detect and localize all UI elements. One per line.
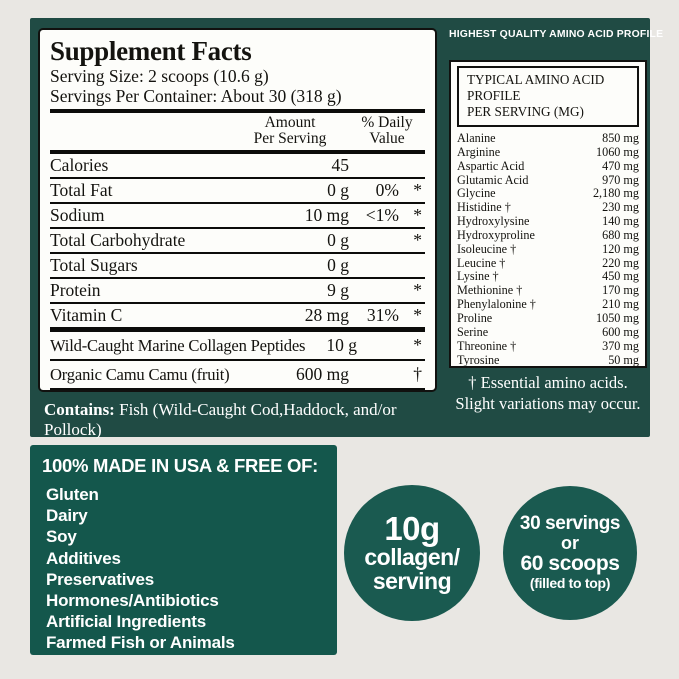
nutrient-dv-pct: 31% xyxy=(366,305,399,325)
amino-row xyxy=(457,298,639,312)
nutrient-name: Protein xyxy=(50,280,101,300)
supplement-facts-label xyxy=(38,28,437,392)
table-row-collagen xyxy=(50,327,425,359)
table-row xyxy=(50,252,425,277)
amino-value: 50 mg xyxy=(608,352,639,367)
amino-value: 120 mg xyxy=(602,241,639,256)
amino-row xyxy=(457,187,639,201)
badge-line: 30 servings xyxy=(519,513,621,534)
contains-text: Fish (Wild-Caught Cod,Haddock, and/or Pollock) xyxy=(44,400,397,439)
nutrient-dv-mark: † xyxy=(413,364,422,384)
amino-footer-line2: Slight variations may occur. xyxy=(455,394,641,413)
amino-name: Arginine xyxy=(457,144,501,159)
col-header-amount xyxy=(231,115,349,147)
top-panel xyxy=(30,18,664,439)
amino-value: 850 mg xyxy=(602,131,639,145)
nutrient-dv-mark: * xyxy=(413,180,422,200)
amino-value: 370 mg xyxy=(602,338,639,353)
amino-row xyxy=(457,257,639,271)
amino-value: 140 mg xyxy=(602,214,639,229)
nutrient-dv-mark: * xyxy=(413,305,422,325)
amino-value: 450 mg xyxy=(602,269,639,284)
col-header-daily-value xyxy=(349,115,425,147)
amino-name: Proline xyxy=(457,310,493,325)
amino-row xyxy=(457,243,639,257)
badge-line: 60 scoops xyxy=(520,552,620,575)
amino-footer-line1: † Essential amino acids. xyxy=(468,373,628,392)
nutrient-dv-pct: 0% xyxy=(375,180,399,200)
nutrient-name: Organic Camu Camu (fruit) xyxy=(50,365,230,384)
amino-row xyxy=(457,326,639,340)
amino-name: Threonine † xyxy=(457,338,517,353)
list-item: Preservatives xyxy=(46,569,154,589)
table-row xyxy=(50,227,425,252)
list-item: Artificial Ingredients xyxy=(46,612,206,632)
badge-line: collagen/ xyxy=(364,544,460,570)
table-row xyxy=(50,302,425,327)
amino-box-title-line2: PER SERVING (MG) xyxy=(467,104,584,119)
amino-value: 600 mg xyxy=(602,324,639,339)
list-item: Additives xyxy=(46,548,121,568)
nutrient-name: Total Carbohydrate xyxy=(50,230,186,250)
collagen-per-serving-badge xyxy=(344,485,480,621)
amino-row xyxy=(457,215,639,229)
amino-name: Glutamic Acid xyxy=(457,172,529,187)
servings-scoops-badge xyxy=(503,486,637,620)
list-item: Hormones/Antibiotics xyxy=(46,591,219,611)
amino-box-title-line1: TYPICAL AMINO ACID PROFILE xyxy=(467,72,605,103)
amino-name: Hydroxylysine xyxy=(457,214,530,229)
nutrient-amount: 28 mg xyxy=(304,305,349,325)
table-row-camu xyxy=(50,359,425,388)
free-of-header: 100% MADE IN USA & FREE OF: xyxy=(42,455,318,476)
amino-value: 680 mg xyxy=(602,227,639,242)
badge-line: (filled to top) xyxy=(529,575,611,591)
amino-name: Histidine † xyxy=(457,200,511,215)
amino-name: Phenylalonine † xyxy=(457,297,536,312)
amino-name: Hydroxyproline xyxy=(457,227,535,242)
nutrient-amount: 45 xyxy=(331,155,349,175)
list-item: Farmed Fish or Animals xyxy=(46,633,235,653)
amino-row xyxy=(457,340,639,354)
col-header-amount-line1: Amount xyxy=(264,114,316,131)
amino-name xyxy=(457,367,497,368)
badge-line: 10g xyxy=(384,510,440,547)
col-header-dv-line2: Value xyxy=(369,130,405,147)
amino-row xyxy=(457,367,639,368)
nutrient-amount: 10 g xyxy=(326,335,357,355)
table-row xyxy=(50,277,425,302)
amino-name: Leucine † xyxy=(457,255,506,270)
free-of-list xyxy=(42,484,325,654)
col-header-amount-line2: Per Serving xyxy=(253,130,327,147)
amino-value xyxy=(602,367,639,368)
col-header-dv-line1: % Daily xyxy=(361,114,413,131)
amino-value: 220 mg xyxy=(602,255,639,270)
amino-value: 2,180 mg xyxy=(592,186,639,201)
contains-label: Contains: xyxy=(44,400,115,419)
amino-name: Serine xyxy=(457,324,489,339)
amino-row xyxy=(457,284,639,298)
amino-row xyxy=(457,229,639,243)
amino-name: Tyrosine xyxy=(457,352,500,367)
table-row xyxy=(50,154,425,177)
facts-column-headers xyxy=(50,113,425,154)
contains-statement xyxy=(44,400,444,440)
amino-value: 470 mg xyxy=(602,158,639,173)
amino-value: 1060 mg xyxy=(596,144,639,159)
amino-name: Glycine xyxy=(457,186,496,201)
table-row xyxy=(50,177,425,202)
amino-footer-note xyxy=(445,372,651,414)
amino-value: 230 mg xyxy=(602,200,639,215)
serving-size: Serving Size: 2 scoops (10.6 g) xyxy=(50,66,269,86)
nutrient-amount: 600 mg xyxy=(296,364,349,384)
list-item: Dairy xyxy=(46,506,88,526)
badge-line: or xyxy=(561,533,579,553)
nutrient-dv-mark: * xyxy=(413,335,422,355)
amino-row xyxy=(457,160,639,174)
amino-name: Lysine † xyxy=(457,269,499,284)
amino-name: Isoleucine † xyxy=(457,241,517,256)
amino-profile-box xyxy=(449,60,647,368)
amino-row xyxy=(457,270,639,284)
free-of-panel xyxy=(30,445,337,655)
list-item: Soy xyxy=(46,527,77,547)
nutrient-dv-pct: <1% xyxy=(365,205,399,225)
amino-row xyxy=(457,201,639,215)
amino-row xyxy=(457,354,639,368)
amino-row xyxy=(457,132,639,146)
amino-value: 1050 mg xyxy=(596,310,639,325)
amino-row xyxy=(457,312,639,326)
list-item: Gluten xyxy=(46,485,99,504)
facts-title: Supplement Facts xyxy=(50,36,252,66)
amino-profile-header: HIGHEST QUALITY AMINO ACID PROFILE xyxy=(449,29,664,40)
nutrient-amount: 0 g xyxy=(327,180,349,200)
nutrient-dv-mark: * xyxy=(413,205,422,225)
amino-name: Methionine † xyxy=(457,283,523,298)
amino-row xyxy=(457,174,639,188)
amino-name: Aspartic Acid xyxy=(457,158,525,173)
nutrient-dv-mark: * xyxy=(413,230,422,250)
nutrient-amount: 9 g xyxy=(327,280,349,300)
nutrient-name: Wild-Caught Marine Collagen Peptides xyxy=(50,336,306,355)
servings-per-container: Servings Per Container: About 30 (318 g) xyxy=(50,86,342,106)
nutrient-amount: 0 g xyxy=(327,255,349,275)
amino-name: Alanine xyxy=(457,131,496,145)
amino-value: 210 mg xyxy=(602,297,639,312)
nutrient-dv-mark: * xyxy=(413,280,422,300)
badge-line: serving xyxy=(372,568,452,594)
nutrient-name: Total Sugars xyxy=(50,255,138,275)
amino-box-title xyxy=(457,66,639,127)
amino-value: 970 mg xyxy=(602,172,639,187)
nutrient-amount: 0 g xyxy=(327,230,349,250)
table-row xyxy=(50,202,425,227)
amino-value: 170 mg xyxy=(602,283,639,298)
nutrient-name: Vitamin C xyxy=(50,305,123,325)
amino-row xyxy=(457,146,639,160)
nutrient-name: Total Fat xyxy=(50,180,113,200)
facts-footnotes xyxy=(50,388,425,392)
nutrient-amount: 10 mg xyxy=(304,205,349,225)
nutrient-name: Calories xyxy=(50,155,109,175)
nutrient-name: Sodium xyxy=(50,205,105,225)
